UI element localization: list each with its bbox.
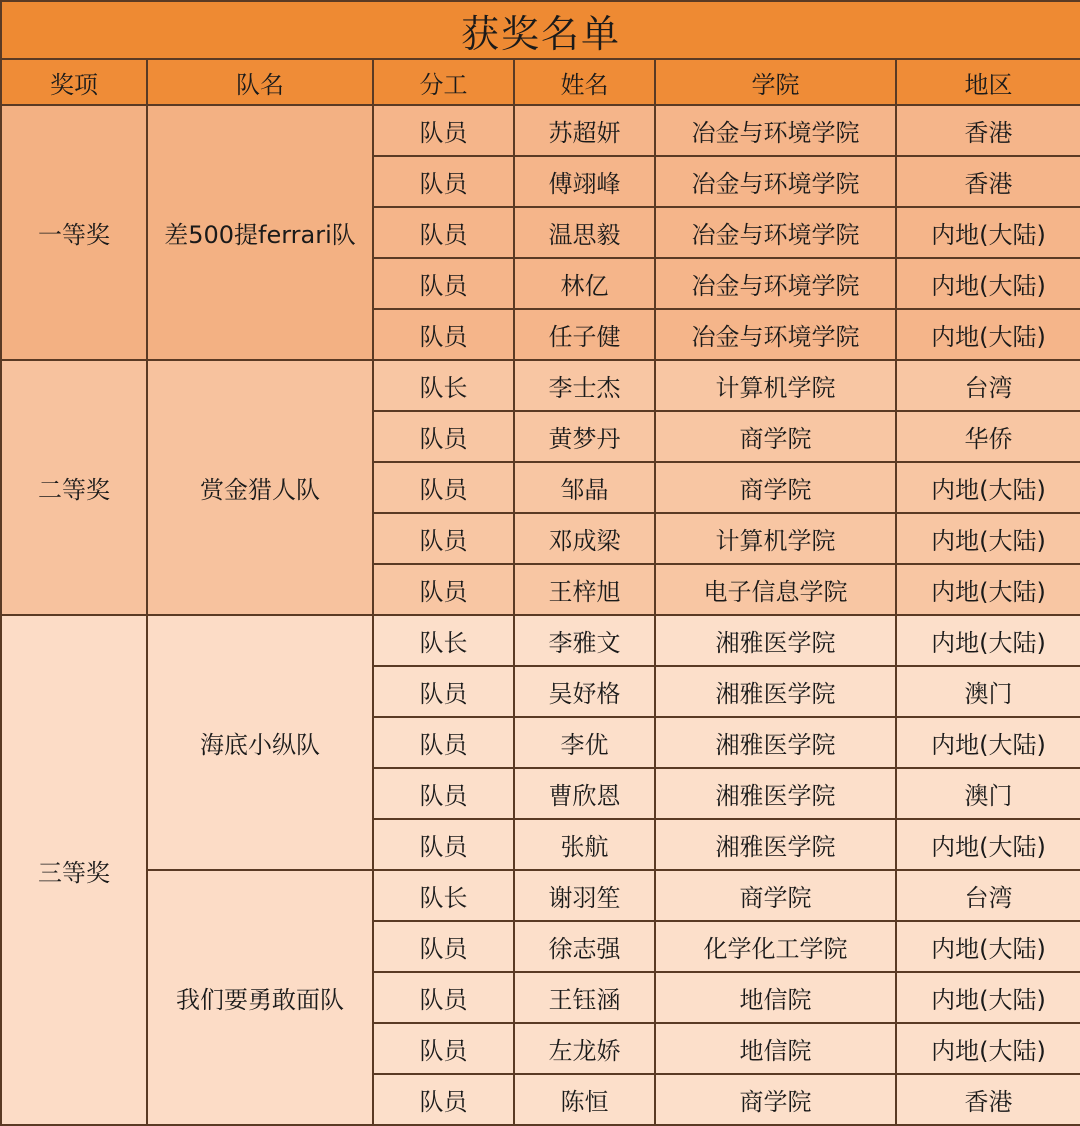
college-cell: 商学院 [655, 870, 896, 921]
column-header-role: 分工 [373, 59, 514, 105]
name-cell: 陈恒 [514, 1074, 655, 1125]
region-cell: 内地(大陆) [896, 717, 1080, 768]
name-cell: 李雅文 [514, 615, 655, 666]
region-cell: 内地(大陆) [896, 462, 1080, 513]
college-cell: 商学院 [655, 411, 896, 462]
role-cell: 队员 [373, 1074, 514, 1125]
region-cell: 内地(大陆) [896, 972, 1080, 1023]
college-cell: 冶金与环境学院 [655, 207, 896, 258]
role-cell: 队员 [373, 411, 514, 462]
region-cell: 台湾 [896, 360, 1080, 411]
role-cell: 队员 [373, 819, 514, 870]
role-cell: 队员 [373, 717, 514, 768]
region-cell: 内地(大陆) [896, 564, 1080, 615]
name-cell: 左龙娇 [514, 1023, 655, 1074]
college-cell: 湘雅医学院 [655, 819, 896, 870]
role-cell: 队员 [373, 768, 514, 819]
award-cell: 三等奖 [1, 615, 147, 1125]
college-cell: 计算机学院 [655, 513, 896, 564]
award-cell: 一等奖 [1, 105, 147, 360]
name-cell: 邹晶 [514, 462, 655, 513]
role-cell: 队员 [373, 156, 514, 207]
region-cell: 澳门 [896, 768, 1080, 819]
college-cell: 计算机学院 [655, 360, 896, 411]
role-cell: 队员 [373, 309, 514, 360]
name-cell: 李优 [514, 717, 655, 768]
college-cell: 商学院 [655, 462, 896, 513]
role-cell: 队员 [373, 513, 514, 564]
table-row [1, 105, 1080, 156]
table-body [1, 105, 1080, 1125]
name-cell: 林亿 [514, 258, 655, 309]
college-cell: 湘雅医学院 [655, 768, 896, 819]
table-row [1, 615, 1080, 666]
region-cell: 澳门 [896, 666, 1080, 717]
role-cell: 队员 [373, 564, 514, 615]
college-cell: 化学化工学院 [655, 921, 896, 972]
name-cell: 温思毅 [514, 207, 655, 258]
award-cell: 二等奖 [1, 360, 147, 615]
college-cell: 电子信息学院 [655, 564, 896, 615]
name-cell: 张航 [514, 819, 655, 870]
role-cell: 队员 [373, 105, 514, 156]
team-name-cell: 海底小纵队 [147, 615, 373, 870]
name-cell: 曹欣恩 [514, 768, 655, 819]
name-cell: 任子健 [514, 309, 655, 360]
role-cell: 队员 [373, 462, 514, 513]
column-header-name: 姓名 [514, 59, 655, 105]
college-cell: 地信院 [655, 1023, 896, 1074]
role-cell: 队员 [373, 1023, 514, 1074]
college-cell: 冶金与环境学院 [655, 156, 896, 207]
team-name-cell: 赏金猎人队 [147, 360, 373, 615]
role-cell: 队员 [373, 921, 514, 972]
region-cell: 华侨 [896, 411, 1080, 462]
region-cell: 香港 [896, 1074, 1080, 1125]
name-cell: 谢羽笙 [514, 870, 655, 921]
team-name-cell: 我们要勇敢面队 [147, 870, 373, 1125]
name-cell: 苏超妍 [514, 105, 655, 156]
table-row [1, 360, 1080, 411]
region-cell: 香港 [896, 156, 1080, 207]
role-cell: 队长 [373, 870, 514, 921]
role-cell: 队员 [373, 666, 514, 717]
column-header-team: 队名 [147, 59, 373, 105]
region-cell: 内地(大陆) [896, 819, 1080, 870]
region-cell: 内地(大陆) [896, 258, 1080, 309]
region-cell: 内地(大陆) [896, 513, 1080, 564]
role-cell: 队员 [373, 258, 514, 309]
region-cell: 内地(大陆) [896, 615, 1080, 666]
region-cell: 内地(大陆) [896, 309, 1080, 360]
table-title: 获奖名单 [1, 1, 1080, 59]
name-cell: 王钰涵 [514, 972, 655, 1023]
college-cell: 商学院 [655, 1074, 896, 1125]
college-cell: 地信院 [655, 972, 896, 1023]
college-cell: 湘雅医学院 [655, 717, 896, 768]
column-header-college: 学院 [655, 59, 896, 105]
header-row [1, 59, 1080, 105]
role-cell: 队员 [373, 207, 514, 258]
role-cell: 队员 [373, 972, 514, 1023]
region-cell: 台湾 [896, 870, 1080, 921]
title-row [1, 1, 1080, 59]
region-cell: 内地(大陆) [896, 1023, 1080, 1074]
name-cell: 徐志强 [514, 921, 655, 972]
name-cell: 傅翊峰 [514, 156, 655, 207]
college-cell: 湘雅医学院 [655, 666, 896, 717]
region-cell: 内地(大陆) [896, 921, 1080, 972]
name-cell: 王梓旭 [514, 564, 655, 615]
name-cell: 黄梦丹 [514, 411, 655, 462]
role-cell: 队长 [373, 615, 514, 666]
name-cell: 李士杰 [514, 360, 655, 411]
college-cell: 冶金与环境学院 [655, 105, 896, 156]
table-row [1, 870, 1080, 921]
college-cell: 湘雅医学院 [655, 615, 896, 666]
region-cell: 香港 [896, 105, 1080, 156]
column-header-region: 地区 [896, 59, 1080, 105]
college-cell: 冶金与环境学院 [655, 309, 896, 360]
college-cell: 冶金与环境学院 [655, 258, 896, 309]
team-name-cell: 差500提ferrari队 [147, 105, 373, 360]
column-header-award: 奖项 [1, 59, 147, 105]
name-cell: 邓成梁 [514, 513, 655, 564]
region-cell: 内地(大陆) [896, 207, 1080, 258]
role-cell: 队长 [373, 360, 514, 411]
name-cell: 吴妤格 [514, 666, 655, 717]
